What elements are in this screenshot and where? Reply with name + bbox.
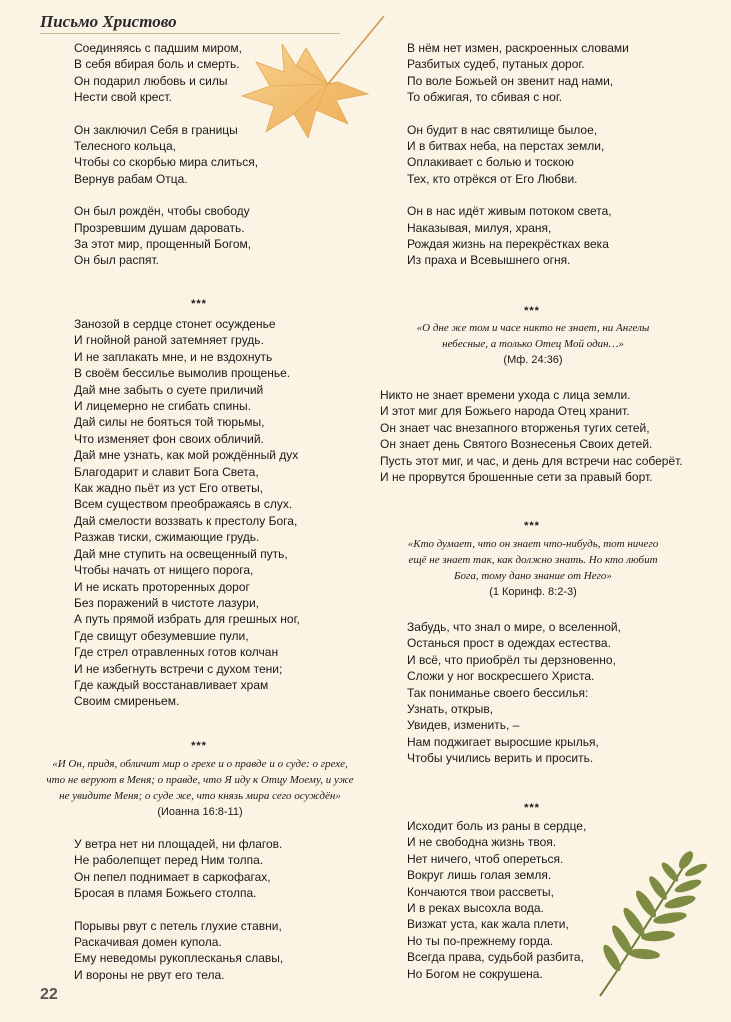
poem-line: Дай смелости воззвать к престолу Бога, bbox=[74, 513, 298, 528]
quote-line: Бога, тому дано знание от Него» bbox=[454, 570, 612, 582]
poem-line: У ветра нет ни площадей, ни флагов. bbox=[74, 837, 283, 851]
poem-line: И не прорвутся брошенные сети за правый борт. bbox=[380, 470, 653, 485]
separator-stars: *** bbox=[191, 740, 207, 752]
poem-line: Чтобы со скорбью мира слиться, bbox=[74, 155, 259, 170]
stanza bbox=[74, 203, 364, 269]
poem-block bbox=[380, 387, 720, 485]
quote-line: что не веруют в Меня; о правде, что Я иду к Отцу Моему, и уже bbox=[46, 774, 354, 786]
poem-line: Он пепел поднимает в саркофагах, bbox=[74, 869, 271, 884]
poem-line: Он в нас идёт живым потоком света, bbox=[407, 204, 612, 219]
poem-line: Благодарит и славит Бога Света, bbox=[74, 464, 259, 479]
stanza bbox=[74, 316, 364, 710]
stanza bbox=[407, 203, 707, 269]
poem-line: Дай мне узнать, как мой рождённый дух bbox=[74, 448, 299, 463]
poem-line: И в битвах неба, на перстах земли, bbox=[407, 139, 605, 154]
poem-line: Всегда права, судьбой разбита, bbox=[407, 950, 584, 965]
poem-line: Не раболепщет перед Ним толпа. bbox=[74, 853, 264, 868]
poem-line: И вороны не рвут его тела. bbox=[74, 967, 225, 982]
poem-line: Он знает час внезапного вторженья тугих сетей, bbox=[380, 420, 650, 435]
poem-line: Чтобы учились верить и просить. bbox=[407, 751, 594, 766]
poem-line: Кончаются твои рассветы, bbox=[407, 884, 554, 899]
scripture-quote bbox=[383, 320, 683, 368]
separator-stars: *** bbox=[524, 520, 540, 532]
poem-line: Нам поджигает выросшие крылья, bbox=[407, 734, 599, 749]
poem-line: По воле Божьей он звенит над нами, bbox=[407, 73, 614, 88]
poem-line: Порывы рвут с петель глухие ставни, bbox=[74, 918, 282, 933]
poem-line: Он был рождён, чтобы свободу bbox=[74, 204, 250, 219]
poem-line: А путь прямой избрать для грешных ног, bbox=[74, 612, 300, 627]
poem-line: Где каждый восстанавливает храм bbox=[74, 677, 269, 692]
poem-line: Оплакивает с болью и тоскою bbox=[407, 155, 574, 170]
poem-block bbox=[74, 836, 364, 983]
stanza bbox=[74, 122, 364, 188]
poem-block bbox=[407, 818, 707, 982]
quote-reference: (Иоанна 16:8-11) bbox=[157, 806, 243, 818]
poem-line: Сложи у ног воскресшего Христа. bbox=[407, 669, 595, 684]
poem-line: Увидев, изменить, – bbox=[407, 718, 520, 733]
quote-line: ещё не знает так, как должно знать. Но кто любит bbox=[408, 554, 658, 566]
poem-line: Но ты по-прежнему горда. bbox=[407, 933, 554, 948]
poem-line: Дай мне забыть о суете приличий bbox=[74, 382, 264, 397]
poem-line: В своём бессилье вымолив прощенье. bbox=[74, 366, 291, 381]
poem-line: Где стрел отравленных готов колчан bbox=[74, 645, 279, 660]
poem-line: Раскачивая домен купола. bbox=[74, 935, 222, 950]
separator-stars: *** bbox=[524, 802, 540, 814]
poem-line: То обжигая, то сбивая с ног. bbox=[407, 90, 563, 105]
poem-line: Он будит в нас святилище былое, bbox=[407, 122, 598, 137]
poem-line: Он был распят. bbox=[74, 253, 159, 268]
left-column bbox=[74, 40, 364, 269]
poem-line: И всё, что приобрёл ты дерзновенно, bbox=[407, 652, 616, 667]
poem-line: Он заключил Себя в границы bbox=[74, 122, 238, 137]
poem-line: И лицемерно не сгибать спины. bbox=[74, 399, 251, 414]
poem-line: Дай мне ступить на освещенный путь, bbox=[74, 546, 288, 561]
stanza bbox=[74, 836, 364, 902]
page-header-title: Письмо Христово bbox=[40, 12, 177, 31]
stanza bbox=[407, 122, 707, 188]
poem-line: И не искать проторенных дорог bbox=[74, 579, 250, 594]
poem-line: И в реках высохла вода. bbox=[407, 901, 544, 916]
poem-line: Рождая жизнь на перекрёстках века bbox=[407, 237, 609, 252]
stanza bbox=[407, 619, 707, 767]
poem-line: Исходит боль из раны в сердце, bbox=[407, 819, 587, 833]
poem-line: Вокруг лишь голая земля. bbox=[407, 868, 552, 883]
stanza bbox=[380, 387, 720, 485]
poem-line: Телесного кольца, bbox=[74, 139, 176, 154]
poem-line: Нет ничего, чтоб опереться. bbox=[407, 851, 564, 866]
poem-line: И этот миг для Божьего народа Отец хранит. bbox=[380, 404, 630, 419]
poem-line: Так пониманье своего бессилья: bbox=[407, 685, 589, 700]
quote-reference: (1 Коринф. 8:2-3) bbox=[489, 586, 577, 598]
poem-line: Нести свой крест. bbox=[74, 90, 172, 105]
poem-line: Разжав тиски, сжимающие грудь. bbox=[74, 530, 260, 545]
scripture-quote bbox=[30, 756, 370, 820]
poem-line: Всем существом преображаясь в слух. bbox=[74, 497, 293, 512]
poem-line: Визжат уста, как жала плети, bbox=[407, 917, 569, 932]
poem-line: Занозой в сердце стонет осужденье bbox=[74, 317, 276, 331]
scripture-quote bbox=[383, 536, 683, 600]
poem-line: Что изменяет фон своих обличий. bbox=[74, 431, 264, 446]
poem-line: Чтобы начать от нищего порога, bbox=[74, 563, 254, 578]
poem-line: Он знает день Святого Вознесенья Своих детей. bbox=[380, 437, 653, 452]
poem-line: Без поражений в чистоте лазури, bbox=[74, 595, 259, 610]
poem-block bbox=[74, 40, 364, 269]
page-number: 22 bbox=[40, 986, 58, 1003]
separator-stars: *** bbox=[524, 305, 540, 317]
separator-stars: *** bbox=[191, 298, 207, 310]
poem-line: Ему неведомы рукоплесканья славы, bbox=[74, 951, 284, 966]
poem-line: Своим смиреньем. bbox=[74, 694, 180, 709]
poem-line: Где свищут обезумевшие пули, bbox=[74, 628, 249, 643]
stanza bbox=[74, 918, 364, 984]
quote-line: «И Он, придя, обличит мир о грехе и о правде и о суде: о грехе, bbox=[52, 758, 348, 770]
quote-reference: (Мф. 24:36) bbox=[503, 354, 563, 366]
poem-line: И не свободна жизнь твоя. bbox=[407, 835, 557, 850]
poem-line: Как жадно пьёт из уст Его ответы, bbox=[74, 481, 264, 496]
poem-line: Соединяясь с падшим миром, bbox=[74, 41, 242, 55]
poem-line: Дай силы не бояться той тюрьмы, bbox=[74, 415, 265, 430]
poem-block bbox=[407, 619, 707, 767]
right-column bbox=[407, 40, 707, 269]
poem-line: Никто не знает времени ухода с лица земли. bbox=[380, 388, 631, 402]
poem-line: За этот мир, прощенный Богом, bbox=[74, 237, 252, 252]
poem-line: Он подарил любовь и силы bbox=[74, 73, 228, 88]
poem-block bbox=[74, 316, 364, 710]
poem-line: В нём нет измен, раскроенных словами bbox=[407, 41, 629, 55]
poem-line: Прозревшим душам даровать. bbox=[74, 220, 245, 235]
quote-line: небесные, а только Отец Мой один…» bbox=[442, 338, 624, 350]
quote-line: «Кто думает, что он знает что-нибудь, тот ничего bbox=[407, 538, 659, 550]
poem-line: Вернув рабам Отца. bbox=[74, 171, 188, 186]
poem-line: И не заплакать мне, и не вздохнуть bbox=[74, 349, 273, 364]
poem-line: Наказывая, милуя, храня, bbox=[407, 220, 552, 235]
poem-line: Разбитых судеб, путаных дорог. bbox=[407, 57, 585, 72]
poem-line: В себя вбирая боль и смерть. bbox=[74, 57, 240, 72]
poem-line: Бросая в пламя Божьего столпа. bbox=[74, 886, 257, 901]
stanza bbox=[74, 40, 364, 106]
poem-line: Тех, кто отрёкся от Его Любви. bbox=[407, 171, 578, 186]
stanza bbox=[407, 818, 707, 982]
poem-line: Но Богом не сокрушена. bbox=[407, 966, 543, 981]
poem-line: Пусть этот миг, и час, и день для встречи нас соберёт. bbox=[380, 453, 683, 468]
poem-line: Забудь, что знал о мире, о вселенной, bbox=[407, 620, 621, 634]
stanza bbox=[407, 40, 707, 106]
poem-line: И гнойной раной затемняет грудь. bbox=[74, 333, 264, 348]
poem-line: И не избегнуть встречи с духом тени; bbox=[74, 661, 283, 676]
quote-line: «О дне же том и часе никто не знает, ни Ангелы bbox=[416, 322, 650, 334]
poem-line: Останься прост в одеждах естества. bbox=[407, 636, 611, 651]
quote-line: не увидите Меня; о суде же, что князь мира сего осуждён» bbox=[59, 790, 341, 802]
poem-line: Из праха и Всевышнего огня. bbox=[407, 253, 571, 268]
poem-line: Узнать, открыв, bbox=[407, 702, 494, 717]
